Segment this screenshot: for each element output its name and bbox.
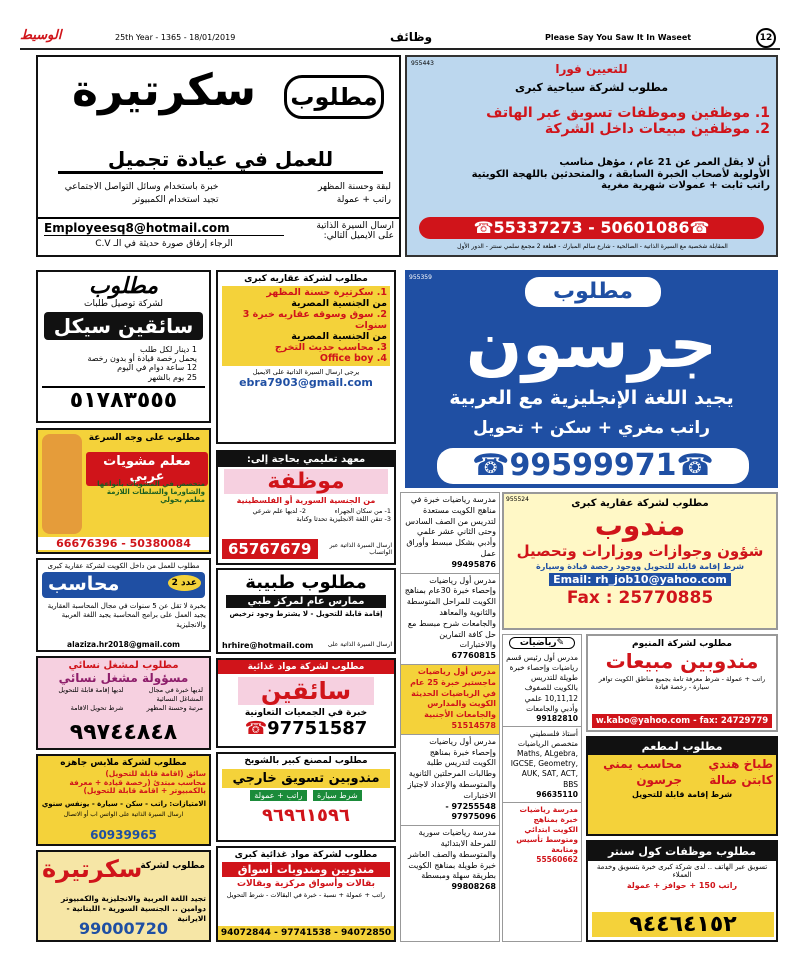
ad-real-estate — [216, 270, 396, 444]
heading: مطلوب موظفات كول سنتر — [588, 842, 776, 861]
page-number: 12 — [756, 28, 776, 48]
title-row — [42, 855, 205, 889]
phone[interactable]: ٩٤٤٦٤١٥٢ — [592, 912, 774, 937]
chef-image — [42, 434, 82, 534]
ad-callcenter — [586, 840, 778, 942]
item: 1. سكرتيرة حسنة المظهر — [266, 287, 387, 298]
nationality: من الجنسية السورية أو الفلسطينية — [236, 496, 376, 505]
ad-driver — [36, 270, 211, 423]
phone[interactable]: ٥١٧٨٣٥٥٥ — [42, 386, 205, 413]
details — [38, 343, 209, 384]
cv-note: ارسال السيرة الذاتية على — [327, 641, 392, 648]
title: موظفة — [224, 469, 388, 494]
item: كابتن صالة — [709, 772, 773, 787]
phone-row[interactable] — [437, 448, 749, 484]
section-title: وظائف — [390, 30, 433, 44]
heading: معهد تعليمي بحاجة إلى: — [218, 452, 394, 467]
conditions: إقامة قابلة للتحويل - لا يشترط وجود ترخيص — [229, 610, 383, 618]
brand-logo: الوسيط — [20, 28, 62, 43]
phones[interactable]: 94072844 - 97741538 - 94072850 — [218, 926, 394, 940]
classified-item — [503, 803, 581, 868]
req-item: راتب + عمولة — [336, 195, 391, 205]
classified-phone[interactable]: 67760815 — [451, 651, 496, 661]
heading: مطلوب لشركة عقارية كبرى — [571, 498, 709, 509]
classified-item — [503, 651, 581, 727]
req-list — [38, 685, 209, 713]
phone[interactable]: 65767679 — [222, 539, 318, 559]
benefits: راتب مغري + سكن + تحويل — [472, 418, 711, 438]
phone-number: 99599971 — [509, 448, 677, 483]
phone-banner[interactable] — [419, 217, 764, 239]
tag: راتب + عمولة — [250, 790, 306, 801]
classified-text: أستاذ فلسطيني متخصص الرياضيات Maths, ALgebra, IGCSE, Geometry, AUK, SAT, ACT, BBS — [510, 728, 578, 789]
ad-secretary2 — [36, 850, 211, 942]
title-row — [42, 572, 205, 598]
perks: راتب 150 + حوافز + عمولة — [626, 881, 738, 890]
ad-medical — [216, 568, 396, 654]
title: مندوبين مبيعات — [605, 649, 759, 673]
conditions: شرط إقامة قابلة للتحويل — [631, 790, 733, 800]
tags — [218, 791, 394, 800]
ad-code: 955443 — [411, 60, 434, 67]
req-list — [218, 505, 394, 526]
email[interactable]: alaziza.hr2018@gmail.com — [67, 640, 180, 649]
ad-grill — [36, 428, 211, 554]
classified-text: مدرس أول رياضيات وإحصاء خبرة 30عام بمناهج الكويت للمراحل المتوسطة والثانوية والمعاهد والجامعات شرح مبسط مع حل كافة التمارين والاختبارات — [404, 575, 496, 650]
job-item: 2. موظفين مبيعات داخل الشركة — [544, 121, 770, 138]
item: جرسون — [636, 772, 682, 787]
classified-text: مدرس أول رئيس قسم رياضيات وإحصاء خبرة طويلة للتدريس بالكويت للصفوف 10,11,12 علمي وأدبي والجامعات — [506, 653, 578, 713]
title: مندوب — [594, 509, 686, 542]
classified-phone[interactable]: 96635110 — [536, 789, 578, 799]
ad-restaurant — [586, 736, 778, 836]
heading: مطلوب لشركة مواد غذائية كبرى — [234, 850, 378, 860]
ad-salon — [36, 656, 211, 750]
phone-icon: ☎ — [676, 448, 714, 483]
ad-code: 955524 — [506, 496, 529, 503]
sub: خبرة في الجمعيات التعاونية — [244, 708, 368, 718]
classified-text: مدرسة رياضيات خبرة بمناهج الكويت ابتدائي ومتوسط تأسيس ومتابعة — [516, 804, 578, 855]
title: مسؤولة مشغل نسائي — [58, 671, 189, 685]
conditions: شرط إقامة قابلة للتحويل ووجود رخصة قيادة وسيارة — [536, 562, 744, 571]
desc: راتب + عمولة + نسبة - خبرة في البقالات - شرط التحويل — [226, 891, 386, 899]
item: سائق (اقامة قابلة للتحويل) — [105, 769, 206, 778]
classified-item — [503, 727, 581, 803]
classified-text: مدرسة رياضيات سورية للمرحلة الابتدائية والمتوسطة والصف العاشر خبرة طويلة بمناهج الكويت بطريقة سهلة ومبسطة — [407, 828, 496, 881]
title-banner: معلم مشويات عربي — [86, 452, 208, 486]
phone[interactable] — [218, 718, 394, 739]
phone-icon: ☎ — [244, 718, 268, 739]
title: سائقين — [238, 677, 374, 705]
item: محاسب مبتدئ (رخصة قيادة + معرفة بالكمبيوتر + اقامة قابلة للتحويل) — [69, 777, 206, 796]
classified-item — [401, 735, 499, 826]
title: جرسون — [465, 306, 718, 383]
fax: Fax : 25770885 — [566, 588, 714, 608]
item-list — [38, 768, 209, 798]
page-header — [20, 28, 780, 50]
classified-item — [401, 493, 499, 574]
sub: شؤون وجوازات ووزارات وتحصيل — [516, 542, 764, 560]
sub: ممارس عام لمركز طبي — [226, 595, 386, 608]
sub: بقالات وأسواق مركزية وبقالات — [236, 879, 376, 889]
title: مندوبين تسويق خارجي — [222, 769, 390, 788]
title: سكرتيرة — [42, 855, 143, 883]
detail-item: يحمل رخصة قيادة أو بدون رخصة — [87, 354, 197, 364]
classified-item — [401, 826, 499, 895]
classified-phone[interactable]: 99182810 — [536, 713, 578, 723]
phone-numbers: 55337273 - 50601086 — [493, 218, 690, 237]
title-banner: سائقين سيكل — [44, 312, 203, 340]
item-list — [222, 286, 390, 366]
req-item: 1- من سكان الجهراء — [334, 507, 391, 515]
urgent-label: للتعيين فورا — [555, 62, 628, 76]
classified-text: مدرسة رياضيات خبرة في مناهج الكويت مستعدة لتدريس من الصف السادس وحتى الثاني عشر علمي وأدبي بشكل مبسط وأوراق عمل — [405, 495, 496, 558]
wanted-badge: مطلوب — [525, 277, 661, 307]
photo-note: الرجاء إرفاق صورة حديثة في الـ C.V — [95, 239, 233, 249]
company: لشركة توصيل طلبات — [84, 299, 163, 309]
ad-sausage — [216, 752, 396, 842]
ad-sales-aluminium — [586, 634, 778, 732]
classified-phone[interactable]: 99495876 — [451, 559, 496, 569]
phone-icon: ☎ — [472, 448, 510, 483]
heading: مطلوب لشركة المنيوم — [632, 639, 732, 649]
ad-food-driver — [216, 658, 396, 748]
desc-line: متخصص في المشويات بأنواعها — [97, 480, 205, 488]
heading: مطلوب لمطعم — [588, 738, 776, 755]
note: ارسال السيرة الذاتية على الواتس اب أو الاتصال — [63, 811, 184, 819]
req-item: شرط تحويل الاقامة — [70, 703, 124, 712]
ad-edu — [216, 450, 396, 565]
heading: مطلوب لشركة مواد غذائية — [218, 660, 394, 674]
desc-line: مطعم بحولي — [160, 496, 205, 505]
heading: مطلوب لشركة عقاريه كبرى — [244, 274, 368, 284]
description: بخبرة لا تقل عن 5 سنوات في مجال المحاسبة العقارية يجيد العمل على برامج المحاسبة يجيد اللغة العربية والانجليزية — [47, 602, 206, 629]
sub: يجيد اللغة الإنجليزية مع العربية — [449, 387, 734, 409]
classified-item — [401, 665, 499, 735]
classified-text: مدرس أول رياضيات ماجستير خبرة 25 عام في الرياضيات الحديثة الكويت والمدارس والجامعات الأجنبية — [410, 666, 496, 720]
email[interactable]: Employeesq8@hotmail.com — [44, 221, 284, 236]
cv-line: على الايميل التالي: — [323, 231, 394, 242]
ad-accountant — [36, 558, 211, 652]
req-item: 2- لديها علم شرعي — [252, 507, 306, 515]
email[interactable]: Email: rh_job10@yahoo.com — [549, 573, 731, 586]
category-label — [509, 637, 575, 649]
contact[interactable]: w.kabo@yahoo.com - fax: 24729779 — [592, 714, 772, 728]
classified-phone[interactable]: 51514578 — [451, 720, 496, 730]
job-list — [415, 105, 770, 137]
item: 2. سوق وسوقه عقاريه خبرة 3 سنوات — [242, 308, 387, 331]
category-text: رياضيات — [519, 638, 557, 648]
item: Office boy .4 — [319, 352, 387, 364]
pen-icon: ✎ — [556, 638, 565, 648]
req-item: لديها خبرة في مجال المشاغل النسائية — [148, 686, 203, 703]
req-list — [46, 182, 391, 205]
item: طباخ هندي — [708, 757, 773, 771]
heading: مطلوب لمصنع كبير بالشويخ — [244, 756, 368, 766]
phone[interactable]: 60939965 — [90, 828, 157, 842]
description: تجيد اللغة العربية والانجليزية والكمبيوتر دوامين .. الجنسية السورية - اللبنانية - الايرانية — [61, 894, 206, 924]
item: من الجنسية المصرية — [291, 330, 387, 342]
address: المقابلة شخصية مع السيرة الذاتية - الصالحية - شارع سالم المبارك - قطعة 2 مجمع سلمي سنتر - الدور الأول — [457, 243, 728, 250]
ad-mandoob-passports — [502, 492, 778, 630]
tagline: Please Say You Saw It In Waseet — [545, 33, 692, 42]
title: مندوبين ومندوبات أسواق — [222, 862, 390, 877]
company-label: مطلوب لشركة سياحية كبرى — [514, 81, 669, 94]
desc: راتب + عمولة - شرط معرفة تامة بجميع مناطق الكويت توافر سيارة - رخصة قيادة — [598, 675, 766, 691]
classified-text: مدرس أول رياضيات وإحصاء خبرة بمناهج الكويت لتدريس طلبة وطالبات المرحلتين الثانوية والمتوسطة والإعداد لاجتياز الاختبارات — [407, 736, 496, 800]
phone-icon: ☎ — [689, 218, 710, 237]
note-item: أن لا يقل العمر عن 21 عام ، مؤهل مناسب — [559, 157, 770, 168]
phone[interactable]: ٩٦٩٦١٥٩٦ — [262, 805, 350, 826]
req-item: لبقة وحسنة المظهر — [318, 182, 391, 192]
req-item: تجيد استخدام الكمبيوتر — [132, 195, 219, 205]
cv-line: ارسال السيرة الذاتية — [316, 221, 394, 231]
cv-note — [288, 221, 394, 242]
ad-secretary-clinic — [36, 55, 401, 257]
email[interactable]: hrhire@hotmail.com — [222, 641, 314, 650]
cv-note: ارسال السيرة الذاتية عبر الواتساب — [329, 542, 392, 556]
desc: تسويق عبر الهاتف .. لدى شركة كبرى خبرة بتسويق وخدمة العملاء — [596, 863, 768, 879]
notes-list — [415, 157, 770, 192]
heading: مطلوب على وجه السرعة — [88, 433, 201, 443]
footer-row — [222, 641, 392, 650]
ad-code: 955359 — [409, 274, 432, 281]
item: محاسب يمني — [603, 757, 682, 771]
item: 3. محاسب حديث التخرج — [274, 341, 387, 353]
classified-phone[interactable]: 99808268 — [451, 882, 496, 892]
classified-phone[interactable]: 97255548 - 97975096 — [445, 801, 496, 822]
tag: شرط سيارة — [313, 790, 362, 801]
ad-subtitle: للعمل في عيادة تجميل — [58, 147, 383, 174]
item: من الجنسية المصرية — [291, 297, 387, 309]
classifieds-math-col1 — [400, 492, 500, 942]
heading: مطلوب لشركة — [140, 861, 205, 871]
ad-title: سكرتيرة — [71, 65, 257, 116]
heading: مطلوب للعمل من داخل الكويت لشركة عقارية كبرى — [47, 562, 200, 570]
detail-item: 25 يوم بالشهر — [148, 372, 197, 382]
phone-number: 97751587 — [267, 718, 368, 739]
classifieds-math-col2 — [502, 634, 582, 942]
wanted-badge: مطلوب — [284, 75, 384, 119]
req-item: مرتبة وحسنة المظهر — [146, 703, 203, 712]
wanted-title: مطلوب — [88, 274, 159, 299]
heading: مطلوب لمشغل نسائي — [68, 660, 179, 671]
phone-icon: ☎ — [473, 218, 494, 237]
ad-clothes — [36, 754, 211, 846]
title: مطلوب طبيبة — [245, 572, 367, 593]
item-list — [588, 755, 776, 790]
detail-item: 12 ساعة دوام في اليوم — [117, 363, 197, 373]
issue-info: 25th Year - 1365 - 18/01/2019 — [115, 33, 236, 42]
phone[interactable]: 99000720 — [78, 919, 169, 938]
phones[interactable]: 66676396 - 50380084 — [38, 537, 209, 550]
contact-box — [38, 217, 399, 255]
note-item: راتب ثابت + عمولات شهرية مغرية — [601, 180, 770, 191]
email[interactable]: ebra7903@gmail.com — [239, 376, 373, 390]
footer-row — [222, 539, 392, 561]
description — [86, 478, 208, 506]
req-item: خبرة باستخدام وسائل التواصل الاجتماعي — [64, 182, 219, 192]
ad-food-big — [216, 846, 396, 942]
classified-phone[interactable]: 55560662 — [536, 855, 578, 865]
perks: الامتيازات: راتب - سكن - سيارة - يونفس سنوي — [41, 799, 206, 808]
detail-item: 1 دينار لكل طلب — [139, 345, 197, 354]
ad-garson — [405, 270, 778, 488]
classified-item — [401, 574, 499, 665]
desc-line: والشاورما والسلطات اللازمة — [106, 488, 205, 497]
req-item: 3- تتقن اللغة الانجليزية تحدثا وكتابة — [296, 515, 391, 524]
ad-tourism — [405, 55, 778, 257]
phone[interactable]: ٩٩٧٤٤٨٤٨ — [69, 720, 178, 745]
job-item: 1. موظفين وموظفات تسويق عبر الهاتف — [486, 105, 770, 121]
req-item: لديها إقامة قابلة للتحويل — [58, 686, 124, 694]
title: محاسب — [48, 573, 120, 595]
note-item: الأولوية لأصحاب الخبرة السابقة ، والمتحدثين باللهجة الكويتية — [471, 168, 770, 180]
count-badge: عدد 2 — [168, 575, 201, 591]
heading: مطلوب لشركة ملابس جاهزه — [60, 758, 187, 768]
cv-note: يرجى ارسال السيرة الذاتية على الايميل — [252, 368, 360, 377]
